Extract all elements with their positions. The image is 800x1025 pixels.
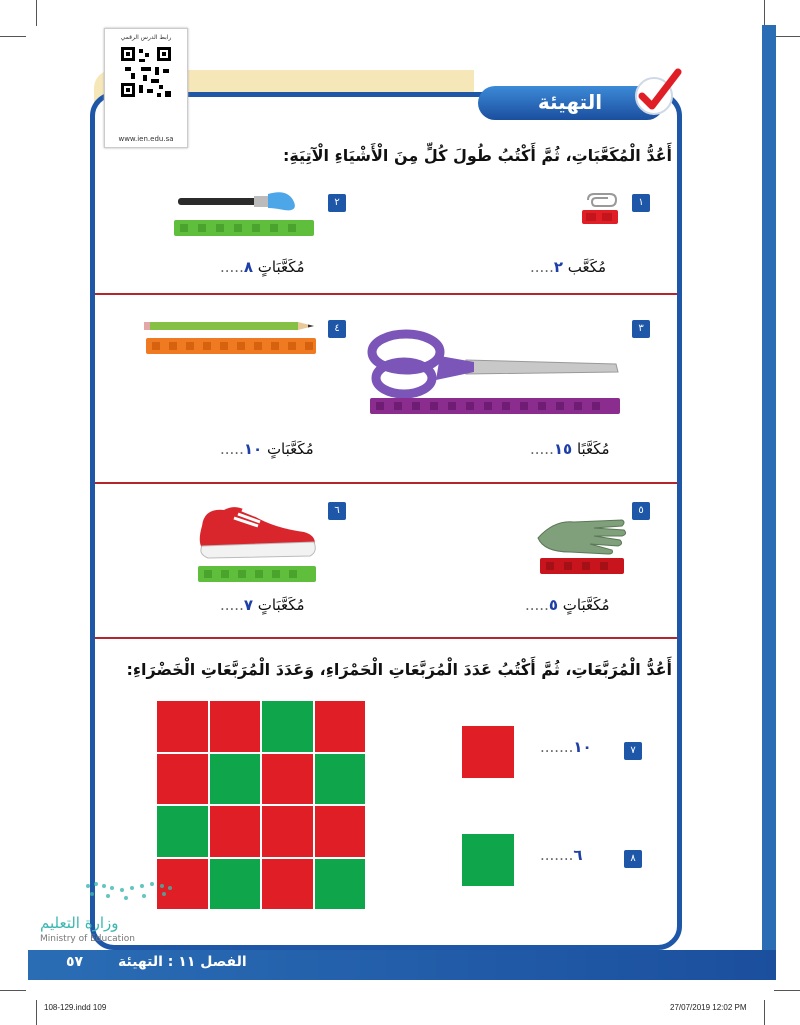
answer-value: ٨ <box>243 258 253 276</box>
instruction-count-cubes: أَعُدُّ الْمُكَعَّبَاتِ، ثُمَّ أَكْتُبُ طُولَ كُلٍّ مِنَ الْأَشْيَاءِ الْآتِيَةِ: <box>282 146 672 165</box>
item-number: ٥ <box>632 502 650 520</box>
crop-mark <box>36 0 37 26</box>
instruction-count-squares: أَعُدُّ الْمُرَبَّعَاتِ، ثُمَّ أَكْتُبُ عَدَدَ الْمُرَبَّعَاتِ الْحَمْرَاءِ، وَعَدَدَ الْمُرَبَّعَاتِ الْخَضْرَاءِ: <box>126 660 672 679</box>
row-divider <box>95 482 677 484</box>
grid-square <box>262 859 313 910</box>
chapter-label: الفصل ١١ : التهيئة <box>118 954 247 970</box>
item-number: ٦ <box>328 502 346 520</box>
grid-square <box>210 754 261 805</box>
ministry-logo-icon <box>82 876 174 906</box>
answer-value: ١٠ <box>243 440 263 458</box>
page-number: ٥٧ <box>66 954 84 970</box>
ministry-english: Ministry of Education <box>40 934 135 944</box>
qr-url[interactable]: www.ien.edu.sa <box>118 135 174 143</box>
crop-mark <box>0 36 26 37</box>
glove-icon <box>534 508 628 576</box>
grid-square <box>210 701 261 752</box>
grid-square <box>262 754 313 805</box>
grid-square <box>315 701 366 752</box>
page-edge-strip <box>762 25 776 960</box>
answer-value: ١٥ <box>553 440 573 458</box>
answer-value: ٧ <box>243 596 253 614</box>
answer-unit: مُكَعَّبَاتٍ <box>257 596 305 614</box>
slug-date: 27/07/2019 12:02 PM <box>670 1003 747 1012</box>
answer-8: ٦....... <box>540 846 583 864</box>
shoe-icon <box>194 496 320 584</box>
crop-mark <box>774 36 800 37</box>
answer-unit: مُكَعَّب <box>567 258 607 276</box>
answer-2: مُكَعَّبَاتٍ ٨..... <box>220 258 305 276</box>
grid-square <box>315 806 366 857</box>
answer-unit: مُكَعَّبًا <box>576 440 610 458</box>
squares-grid <box>157 701 365 909</box>
answer-value: ٢ <box>553 258 563 276</box>
green-square <box>462 834 514 886</box>
item-number: ٢ <box>328 194 346 212</box>
grid-square <box>210 806 261 857</box>
grid-square <box>157 806 208 857</box>
paperclip-icon <box>582 190 622 226</box>
grid-square <box>315 754 366 805</box>
answer-7: ١٠....... <box>540 738 592 756</box>
qr-card[interactable] <box>104 28 188 148</box>
qr-code-icon <box>121 47 171 97</box>
crop-mark <box>774 990 800 991</box>
answer-value: ٥ <box>548 596 558 614</box>
grid-square <box>315 859 366 910</box>
crop-mark <box>764 0 765 26</box>
crop-mark <box>36 1000 37 1025</box>
item-number: ٧ <box>624 742 642 760</box>
answer-unit: مُكَعَّبَاتٍ <box>266 440 314 458</box>
item-number: ١ <box>632 194 650 212</box>
crop-mark <box>0 990 26 991</box>
grid-square <box>157 701 208 752</box>
grid-square <box>210 859 261 910</box>
grid-square <box>262 806 313 857</box>
qr-heading: رابط الدرس الرقمي <box>120 34 172 41</box>
section-title: التهيئة <box>537 90 603 114</box>
item-number: ٤ <box>328 320 346 338</box>
answer-4: مُكَعَّبَاتٍ ١٠..... <box>220 440 314 458</box>
answer-1: مُكَعَّب ٢..... <box>530 258 607 276</box>
answer-value: ٦ <box>573 846 583 864</box>
grid-square <box>157 754 208 805</box>
pencil-icon <box>144 318 320 358</box>
answer-6: مُكَعَّبَاتٍ ٧..... <box>220 596 305 614</box>
row-divider <box>95 637 677 639</box>
answer-3: مُكَعَّبًا ١٥..... <box>530 440 610 458</box>
slug-file: 108-129.indd 109 <box>44 1003 107 1012</box>
answer-5: مُكَعَّبَاتٍ ٥..... <box>525 596 610 614</box>
answer-value: ١٠ <box>573 738 592 756</box>
ministry-arabic: وزارة التعليم <box>40 914 119 932</box>
checkmark-icon <box>632 66 684 118</box>
row-divider <box>95 293 677 295</box>
item-number: ٣ <box>632 320 650 338</box>
answer-unit: مُكَعَّبَاتٍ <box>562 596 610 614</box>
grid-square <box>262 701 313 752</box>
red-square <box>462 726 514 778</box>
paintbrush-icon <box>174 186 320 240</box>
answer-unit: مُكَعَّبَاتٍ <box>257 258 305 276</box>
item-number: ٨ <box>624 850 642 868</box>
scissors-icon <box>366 316 626 416</box>
crop-mark <box>764 1000 765 1025</box>
